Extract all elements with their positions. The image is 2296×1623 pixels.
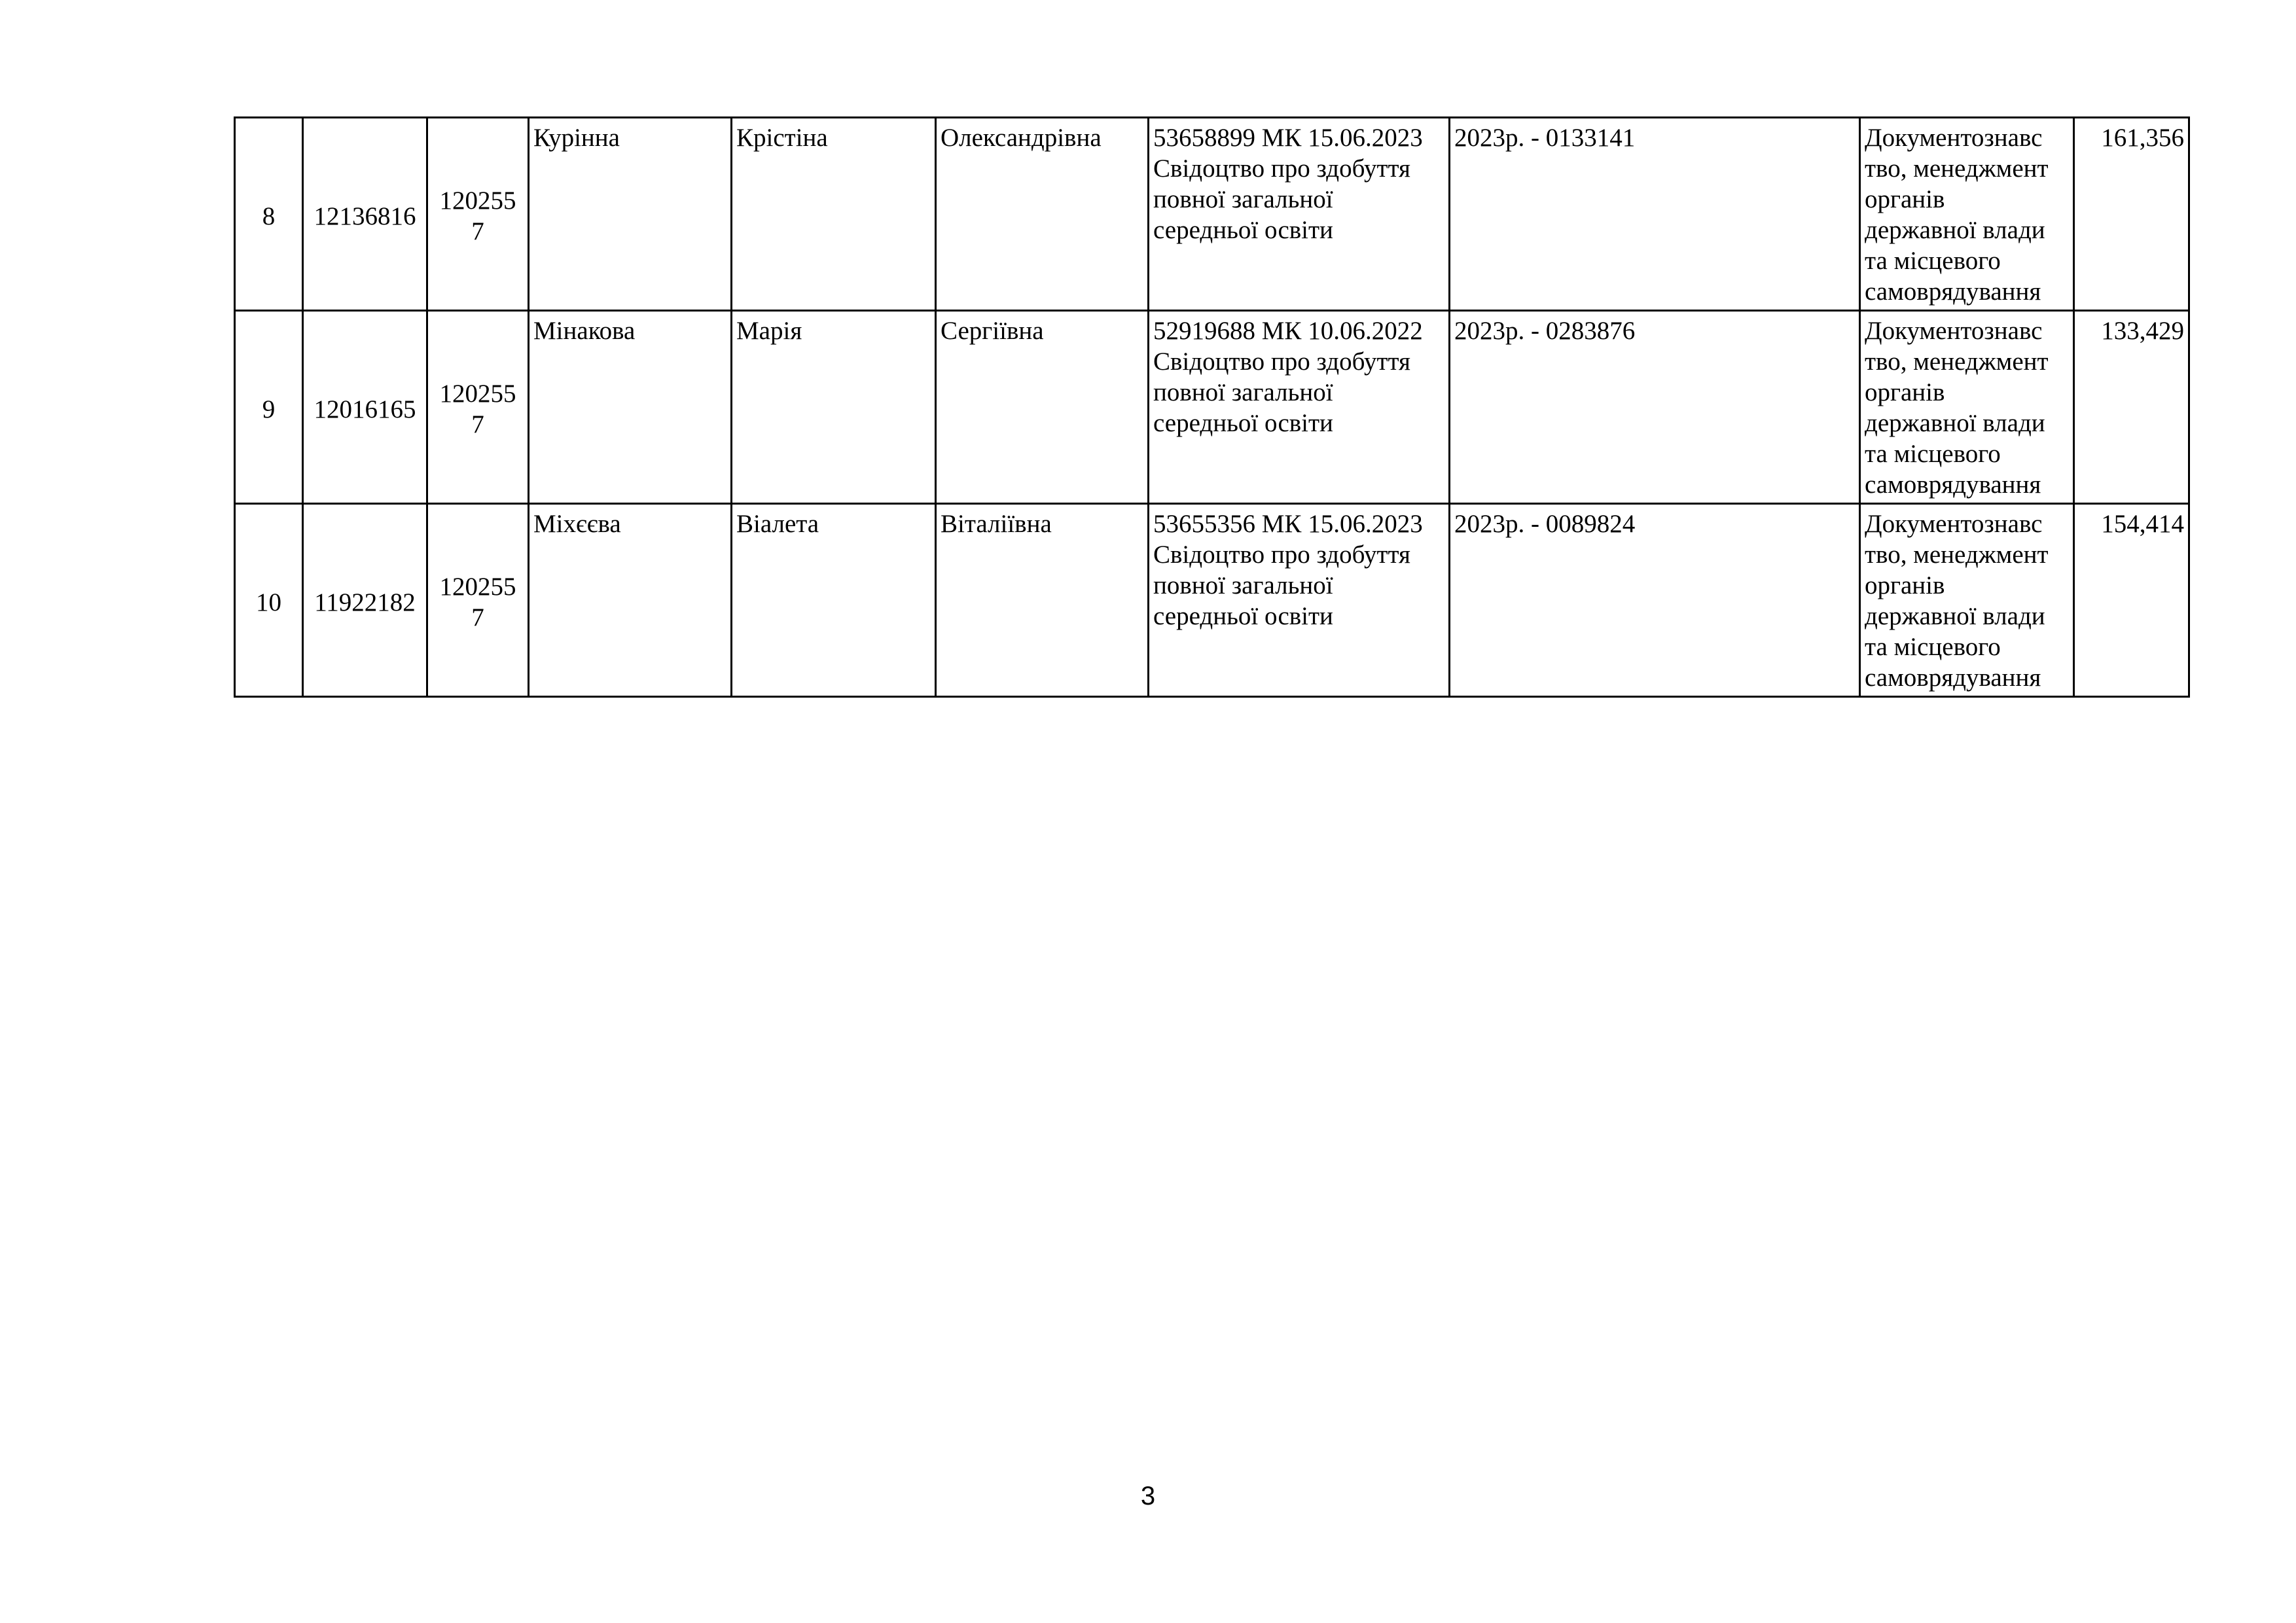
certificate-number: 2023р. - 0283876 bbox=[1450, 311, 1860, 504]
specialty: Документознавс тво, менеджмент органів державної влади та місцевого самоврядування bbox=[1860, 504, 2074, 697]
specialty: Документознавс тво, менеджмент органів державної влади та місцевого самоврядування bbox=[1860, 311, 2074, 504]
patronymic: Олександрівна bbox=[936, 118, 1149, 311]
program-code: 120255 7 bbox=[427, 504, 529, 697]
applicant-id: 12016165 bbox=[303, 311, 427, 504]
applicant-id: 11922182 bbox=[303, 504, 427, 697]
program-code: 120255 7 bbox=[427, 118, 529, 311]
page-number: 3 bbox=[1140, 1482, 1156, 1510]
applicant-id: 12136816 bbox=[303, 118, 427, 311]
certificate-number: 2023р. - 0089824 bbox=[1450, 504, 1860, 697]
patronymic: Віталіївна bbox=[936, 504, 1149, 697]
program-code: 120255 7 bbox=[427, 311, 529, 504]
table-row bbox=[235, 118, 2189, 311]
competition-score: 133,429 bbox=[2074, 311, 2189, 504]
row-number: 9 bbox=[235, 311, 303, 504]
education-document: 52919688 МК 10.06.2022 Свідоцтво про здобуття повної загальної середньої освіти bbox=[1149, 311, 1450, 504]
patronymic: Сергіївна bbox=[936, 311, 1149, 504]
row-number: 8 bbox=[235, 118, 303, 311]
certificate-number: 2023р. - 0133141 bbox=[1450, 118, 1860, 311]
education-document: 53658899 МК 15.06.2023 Свідоцтво про здобуття повної загальної середньої освіти bbox=[1149, 118, 1450, 311]
surname: Міхєєва bbox=[529, 504, 732, 697]
surname: Курінна bbox=[529, 118, 732, 311]
row-number: 10 bbox=[235, 504, 303, 697]
competition-score: 154,414 bbox=[2074, 504, 2189, 697]
specialty: Документознавс тво, менеджмент органів державної влади та місцевого самоврядування bbox=[1860, 118, 2074, 311]
table-row bbox=[235, 311, 2189, 504]
first-name: Марія bbox=[732, 311, 936, 504]
first-name: Крістіна bbox=[732, 118, 936, 311]
table-row bbox=[235, 504, 2189, 697]
surname: Мінакова bbox=[529, 311, 732, 504]
competition-score: 161,356 bbox=[2074, 118, 2189, 311]
education-document: 53655356 МК 15.06.2023 Свідоцтво про здобуття повної загальної середньої освіти bbox=[1149, 504, 1450, 697]
first-name: Віалета bbox=[732, 504, 936, 697]
applicants-table bbox=[234, 116, 2190, 698]
